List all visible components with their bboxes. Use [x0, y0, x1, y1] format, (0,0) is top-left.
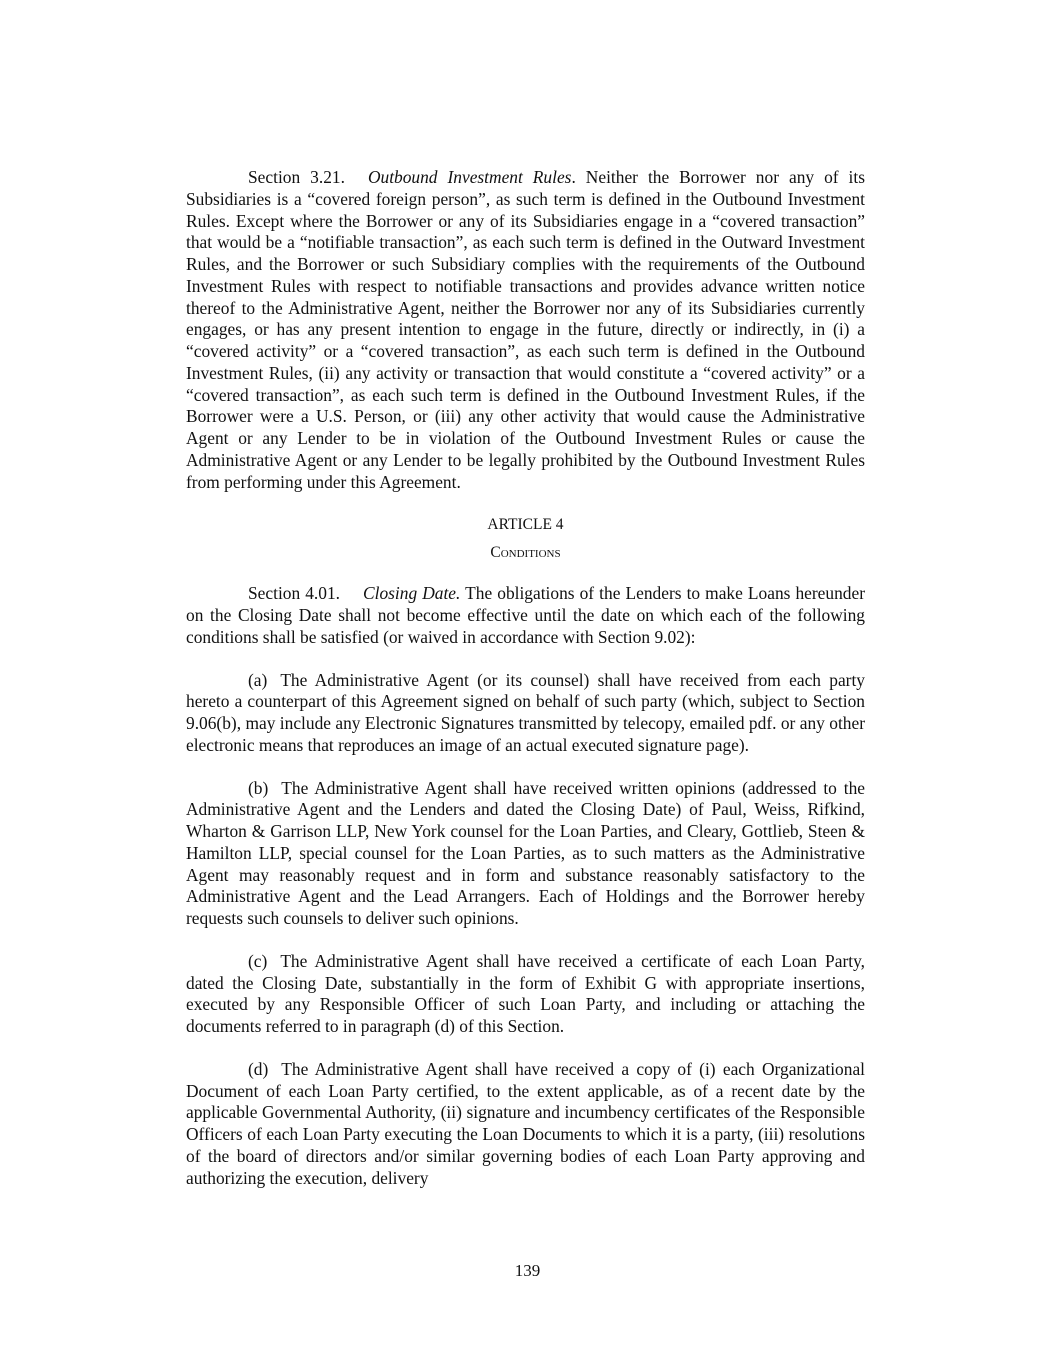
clause-label: (d) [248, 1058, 269, 1079]
section-body: The obligations of the Lenders to make Loans hereunder on the Closing Date shall not become effective until the date on which each of the following conditions shall be satisfied (or waived in accordance with Section 9.02): [186, 583, 865, 647]
section-title: Outbound Investment Rules [367, 167, 572, 187]
clause-label: (c) [248, 950, 268, 971]
clause-label: (a) [248, 669, 268, 690]
section-number: Section 4.01. [248, 583, 341, 604]
article-label: ARTICLE 4 [487, 516, 564, 534]
clause-d [186, 1059, 865, 1190]
article-title: Conditions [490, 544, 561, 562]
clause-c [186, 951, 865, 1038]
page-number: 139 [514, 1261, 541, 1280]
clause-text: The Administrative Agent shall have received a copy of (i) each Organizational Document of each Loan Party certified, to the extent applicable, as of a recent date by the applicable Governmental Authority, (ii) signature and incumbency certificates of the Responsible Officers of each Loan Party executing the Loan Documents to which it is a party, (iii) resolutions of the board of directors and/or similar governing bodies of each Loan Party approving and authorizing the execution, delivery [186, 1058, 865, 1188]
section-body: Neither the Borrower nor any of its Subsidiaries is a “covered foreign person”, as such term is defined in the Outbound Investment Rules. Except where the Borrower or any of its Subsidiaries engage in a “covered transaction” that would be a “notifiable transaction”, as each such term is defined in the Outward Investment Rules, and the Borrower or such Subsidiary complies with the requirements of the Outbound Investment Rules with respect to notifiable transactions and provides advance written notice thereof to the Administrative Agent, neither the Borrower nor any of its Subsidiaries currently engages, or has any present intention to engage in the future, directly or indirectly, in (i) a “covered activity” or a “covered transaction”, as each such term is defined in the Outbound Investment Rules, (ii) any activity or transaction that would constitute a “covered activity” or a “covered transaction”, as each such term is defined in the Outbound Investment Rules, if the Borrower were a U.S. Person, or (iii) any other activity that would cause the Administrative Agent or any Lender to be in violation of the Outbound Investment Rules or cause the Administrative Agent or any Lender to be legally prohibited by the Outbound Investment Rules from performing under this Agreement. [186, 167, 865, 492]
document-page [186, 167, 865, 1189]
section-3-21-paragraph [186, 167, 865, 493]
clause-b [186, 778, 865, 930]
section-title-punct: . [571, 167, 576, 187]
clause-text: The Administrative Agent (or its counsel) shall have received from each party hereto a counterpart of this Agreement signed on behalf of such party (which, subject to Section 9.06(b), may include any Electronic Signatures transmitted by telecopy, emailed pdf. or any other electronic means that reproduces an image of an actual executed signature page). [186, 669, 865, 755]
clause-text: The Administrative Agent shall have received written opinions (addressed to the Administrative Agent and the Lenders and dated the Closing Date) of Paul, Weiss, Rifkind, Wharton & Garrison LLP, New York counsel for the Loan Parties, and Cleary, Gottlieb, Steen & Hamilton LLP, special counsel for the Loan Parties, as to such matters as the Administrative Agent may reasonably request and in form and substance reasonably satisfactory to the Administrative Agent and the Lead Arrangers. Each of Holdings and the Borrower hereby requests such counsels to deliver such opinions. [186, 777, 865, 928]
clause-label: (b) [248, 777, 269, 798]
clause-a [186, 670, 865, 757]
clause-text: The Administrative Agent shall have received a certificate of each Loan Party, dated the Closing Date, substantially in the form of Exhibit G with appropriate insertions, executed by any Responsible Officer of such Loan Party, and including or attaching the documents referred to in paragraph (d) of this Section. [186, 950, 865, 1036]
section-title: Closing Date. [363, 583, 461, 604]
section-number: Section 3.21. [248, 167, 345, 187]
section-4-01-paragraph [186, 583, 865, 648]
